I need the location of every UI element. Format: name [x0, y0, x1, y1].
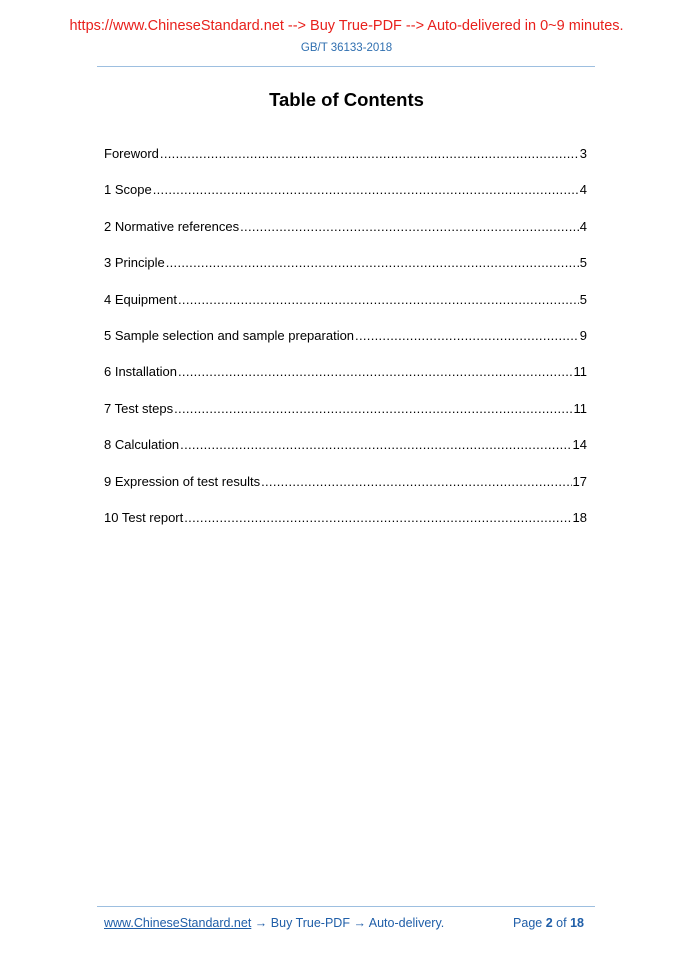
toc-entry-calculation[interactable] — [104, 436, 587, 472]
toc-entry-test-steps[interactable] — [104, 400, 587, 436]
toc-entry-label: 3 Principle — [104, 255, 165, 271]
toc-entry-label: 9 Expression of test results — [104, 473, 261, 489]
toc-entry-page: 14 — [572, 437, 587, 453]
toc-entry-page: 4 — [579, 218, 587, 234]
toc-dot-leader — [184, 509, 571, 527]
toc-entry-scope[interactable] — [104, 181, 587, 217]
toc-entry-label: 6 Installation — [104, 364, 177, 380]
toc-dot-leader — [178, 363, 573, 381]
toc-entry-label: 8 Calculation — [104, 437, 180, 453]
toc-entry-label: 1 Scope — [104, 182, 152, 198]
of-word: of — [556, 916, 567, 930]
footer-site-link[interactable]: www.ChineseStandard.net — [104, 916, 252, 930]
footer-buy-text: Buy True-PDF — [270, 916, 350, 930]
toc-entry-expression-of-results[interactable] — [104, 473, 587, 509]
toc-entry-page: 5 — [579, 291, 587, 307]
toc-dot-leader — [174, 400, 572, 418]
toc-entry-page: 11 — [573, 364, 587, 380]
toc-list — [104, 145, 587, 545]
footer-promo — [104, 916, 444, 930]
toc-dot-leader — [240, 218, 579, 236]
toc-entry-page: 17 — [572, 473, 587, 489]
toc-entry-page: 4 — [579, 182, 587, 198]
arrow-right-icon: → — [353, 916, 366, 930]
total-page-count: 18 — [570, 916, 584, 930]
toc-entry-sample-selection[interactable] — [104, 327, 587, 363]
footer-divider — [97, 906, 595, 907]
toc-entry-page: 3 — [579, 146, 587, 161]
toc-dot-leader — [355, 327, 579, 345]
toc-entry-label: 2 Normative references — [104, 218, 240, 234]
toc-entry-label: 5 Sample selection and sample preparation — [104, 327, 355, 343]
toc-entry-page: 5 — [579, 255, 587, 271]
toc-entry-equipment[interactable] — [104, 291, 587, 327]
toc-dot-leader — [166, 254, 579, 272]
toc-entry-principle[interactable] — [104, 254, 587, 290]
current-page-number: 2 — [545, 916, 553, 930]
toc-entry-page: 18 — [572, 509, 587, 525]
toc-dot-leader — [153, 181, 579, 199]
toc-dot-leader — [261, 473, 571, 491]
toc-entry-label: 10 Test report — [104, 509, 184, 525]
toc-entry-label: 4 Equipment — [104, 291, 177, 307]
page-word: Page — [513, 916, 543, 930]
header-divider — [97, 66, 595, 67]
footer-delivery-text: Auto-delivery. — [368, 916, 445, 930]
toc-entry-page: 11 — [573, 400, 587, 416]
toc-entry-label: Foreword — [104, 146, 159, 161]
toc-dot-leader — [178, 291, 579, 309]
toc-dot-leader — [160, 145, 579, 163]
toc-entry-normative-references[interactable] — [104, 218, 587, 254]
arrow-right-icon: → — [254, 916, 268, 930]
toc-entry-page: 9 — [579, 327, 587, 343]
toc-dot-leader — [180, 436, 571, 454]
top-banner-link[interactable]: https://www.ChineseStandard.net --> Buy True-PDF --> Auto-delivered in 0~9 minutes. — [69, 18, 624, 34]
toc-entry-installation[interactable] — [104, 363, 587, 399]
document-code: GB/T 36133-2018 — [300, 42, 393, 54]
toc-entry-label: 7 Test steps — [104, 400, 174, 416]
toc-entry-foreword[interactable] — [104, 145, 587, 181]
toc-title: Table of Contents — [269, 89, 424, 110]
page-indicator — [513, 916, 584, 930]
toc-entry-test-report[interactable] — [104, 509, 587, 545]
